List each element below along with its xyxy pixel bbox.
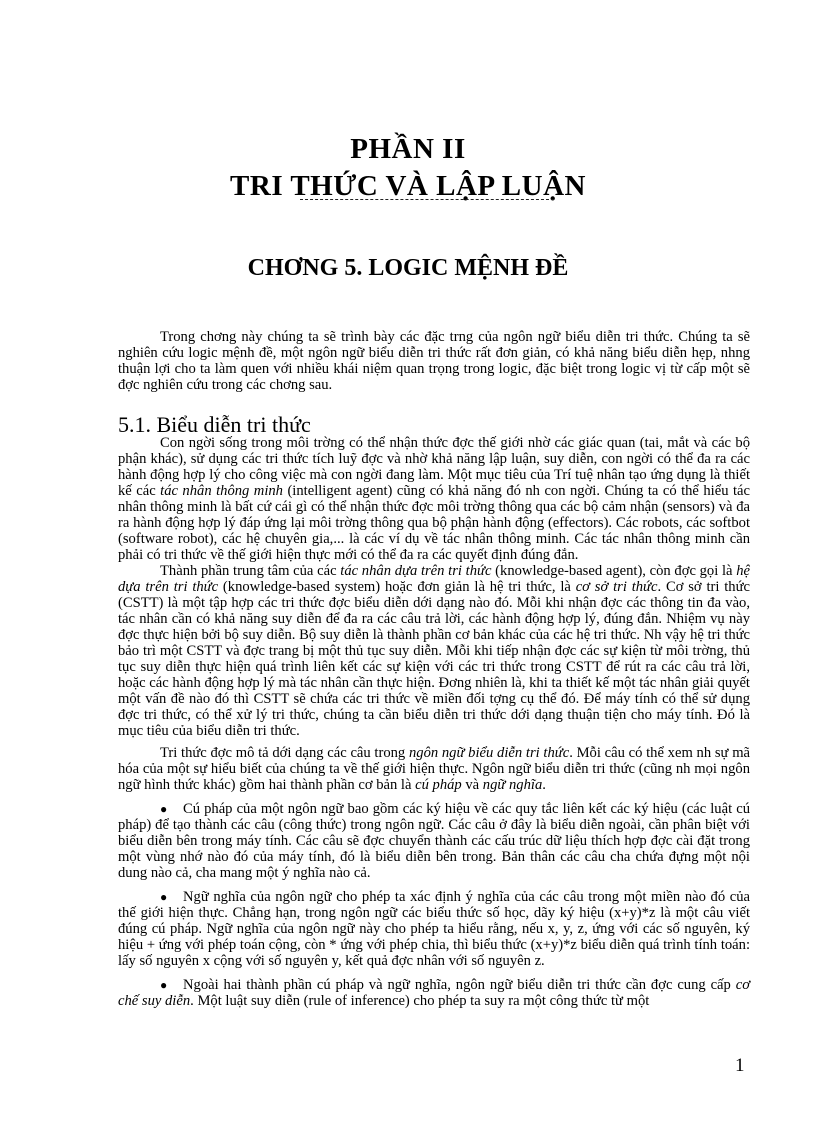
italic-term: tác nhân thông minh [160,483,283,499]
italic-term: tác nhân dựa trên tri thức [340,563,492,579]
text-run: Con ngời sống trong môi trờng có thể nhận thức đợc thế giới nhờ các giác quan (tai, mắt và các bộ phận khác), sử dụng các tri thức tích luỹ đợc và nhờ khả năng lập luận, suy diễn, con ngời có thể đa ra các hành động hợp lý cho công việc mà con ngời đang làm. Một mục tiêu của Trí tuệ nhân tạo ứng dụng là thiết kế các [118,435,750,499]
text-run: . Một luật suy diễn (rule of inference) cho phép ta suy ra một công thức từ một [190,993,650,1009]
italic-term: cơ sở tri thức [575,579,658,595]
chapter-title: CHƠNG 5. LOGIC MỆNH ĐỀ [247,255,569,281]
bullet-text [118,977,750,1009]
section-heading: 5.1. Biểu diễn tri thức [118,412,311,437]
italic-term: ngôn ngữ biểu diễn tri thức [408,745,570,761]
part-title: TRI THỨC VÀ LẬP LUẬN [230,170,586,202]
dashed-divider [300,199,554,200]
italic-term: cơ chế suy diễn [118,977,750,1009]
text-run: . Mỗi câu có thể xem nh sự mã hóa của một sự hiểu biết của chúng ta về thế giới hiện thực. Ngôn ngữ biểu diễn tri thức (cũng nh mọi ngôn ngữ hình thức khác) gồm hai thành phần cơ bản là [118,745,751,793]
bullet-item [118,801,750,881]
bullet-item [118,977,750,1009]
text-run: (intelligent agent) cũng có khả năng đó nh con ngời. Chúng ta có thể hiểu tác nhân thông minh là bất cứ cái gì có thể nhận thức đợc môi trờng thông qua các bộ cảm nhận (sensors) và đa ra hành động hợp lý đáp ứng lại môi trờng thông qua bộ phận hành động (effectors). Các robots, các softbot (software robot), các hệ chuyên gia,... là các ví dụ về tác nhân thông minh. Các tác nhân thông minh cần phải có tri thức về thế giới hiện thực mới có thể đa ra các quyết định đúng đắn. [118,483,750,563]
text-run: (knowledge-based agent), còn đợc gọi là [491,563,737,579]
paragraph-1 [118,435,750,563]
text-run: . Cơ sở tri thức (CSTT) là một tập hợp các tri thức đợc biểu diễn dới dạng nào đó. Mỗi khi nhận đợc các thông tin đa vào, tác nhân cần có khả năng suy diễn để đa ra các câu trả lời, các hành động hợp lý, đúng đắn. Nhiệm vụ này đợc thực hiện bởi bộ suy diễn. Bộ suy diễn là thành phần cơ bản khác của các hệ tri thức. Nh vậy hệ tri thức bảo trì một CSTT và đợc trang bị một thủ tục suy diễn. Mỗi khi tiếp nhận đợc các sự kiện từ môi trờng, thủ tục suy diễn thực hiện quá trình liên kết các sự kiện với các tri thức trong CSTT để rút ra các câu trả lời, hoặc các hành động hợp lý mà tác nhân cần thực hiện. Đơng nhiên là, khi ta thiết kế một tác nhân giải quyết một vấn đề nào đó thì CSTT sẽ chứa các tri thức về miền đối tợng cụ thể đó. Để máy tính có thể sử dụng đợc tri thức, có thể xử lý tri thức, chúng ta cần biểu diễn tri thức dới dạng thuận tiện cho máy tính. Đó là mục tiêu của biểu diễn tri thức. [118,579,750,739]
text-run: (knowledge-based system) hoặc đơn giản là hệ tri thức, là [218,579,576,595]
page-number: 1 [735,1055,745,1076]
intro-paragraph: Trong chơng này chúng ta sẽ trình bày các đặc trng của ngôn ngữ biểu diễn tri thức. Chúng ta sẽ nghiên cứu logic mệnh đề, một ngôn ngữ biểu diễn tri thức rất đơn giản, có khả năng biểu diễn hẹp, nhng thuận lợi cho ta làm quen với nhiều khái niệm quan trọng trong logic, đặc biệt trong logic vị từ cấp một sẽ đợc nghiên cứu trong các chơng sau. [118,329,750,393]
text-run: và [461,777,483,793]
bullet-dot-icon: ● [160,890,168,904]
text-run: Thành phần trung tâm của các [160,563,341,579]
text-run: Ngoài hai thành phần cú pháp và ngữ nghĩa, ngôn ngữ biểu diễn tri thức cần đợc cung cấp [183,977,736,993]
bullet-text: Ngữ nghĩa của ngôn ngữ cho phép ta xác định ý nghĩa của các câu trong một miền nào đó của thế giới hiện thực. Chẳng hạn, trong ngôn ngữ các biểu thức số học, dãy ký hiệu (x+y)*z là một câu viết đúng cú pháp. Ngữ nghĩa của ngôn ngữ này cho phép ta hiểu rằng, nếu x, y, z, ứng với các số nguyên, ký hiệu + ứng với phép toán cộng, còn * ứng với phép chia, thì biểu thức (x+y)*z biểu diễn quá trình tính toán: lấy số nguyên x cộng với số nguyên y, kết quả đợc nhân với số nguyên z. [118,889,750,969]
intro-block [118,329,750,393]
main-text [118,435,750,1009]
part-number: PHẦN II [350,133,466,165]
italic-term: hệ dựa trên tri thức [118,563,751,595]
bullet-text: Cú pháp của một ngôn ngữ bao gồm các ký hiệu về các quy tắc liên kết các ký hiệu (các luật cú pháp) để tạo thành các câu (công thức) trong ngôn ngữ. Các câu ở đây là biểu diễn ngoài, cần phân biệt với biểu diễn bên trong máy tính. Các câu sẽ đợc chuyển thành các cấu trúc dữ liệu thích hợp đợc cài đặt trong một vùng nhớ nào đó của máy tính, đó là biểu diễn bên trong. Bản thân các câu cha chứa đựng một nội dung nào cả, cha mang một ý nghĩa nào cả. [118,801,750,881]
bullet-item [118,889,750,969]
bullet-dot-icon: ● [160,978,168,992]
paragraph-2 [118,563,750,739]
italic-term: cú pháp [415,777,462,793]
text-run: Tri thức đợc mô tả dới dạng các câu trong [160,745,409,761]
text-run: . [542,777,546,793]
paragraph-3 [118,745,750,793]
bullet-dot-icon: ● [160,802,168,816]
italic-term: ngữ nghĩa [482,777,543,793]
